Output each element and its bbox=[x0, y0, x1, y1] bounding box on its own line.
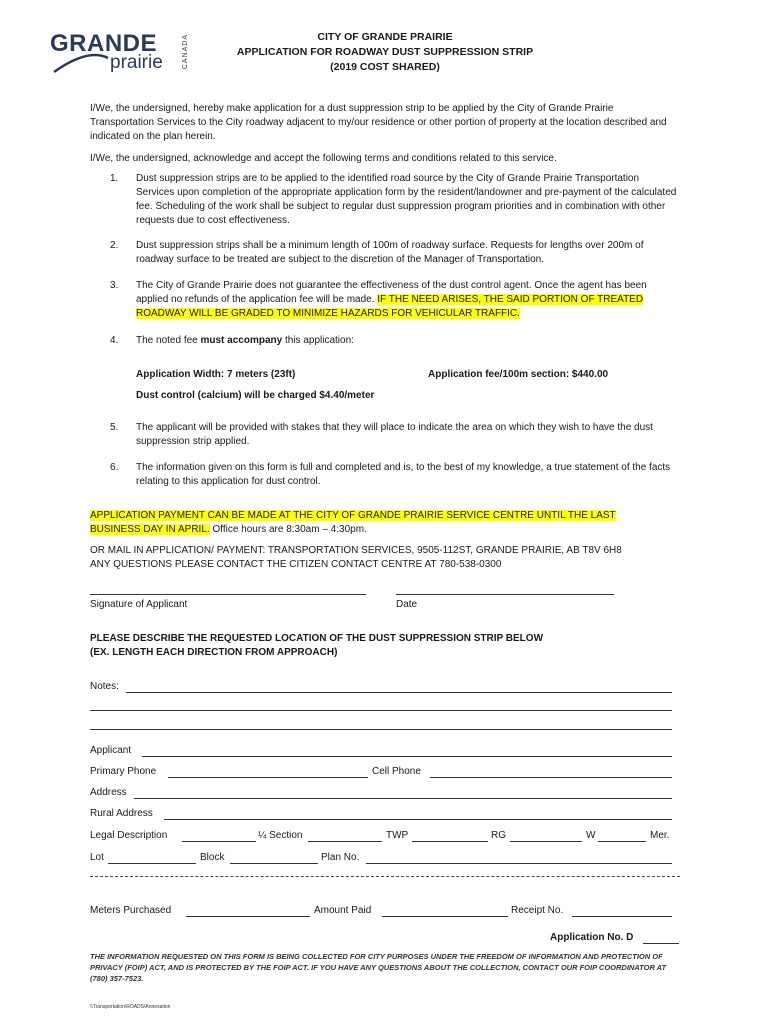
cell-phone-label: Cell Phone bbox=[372, 766, 421, 777]
term-text-a: The noted fee bbox=[136, 335, 201, 346]
separator-dashed bbox=[90, 876, 680, 877]
header-line-2: APPLICATION FOR ROADWAY DUST SUPPRESSION STRIP bbox=[236, 46, 534, 58]
term-number: 5. bbox=[110, 422, 119, 433]
term-number: 4. bbox=[110, 335, 119, 346]
term-text: Dust suppression strips are to be applied to the identified road source by the City of Grande Prairie Transportation Services upon completion of the appropriate application form by the resident/landowner and pre-payment of the calculated fee. Scheduling of the work shall be subject to regular dust suppression program priorities and in combination with other requests due to cost effectiveness. bbox=[136, 173, 677, 226]
term-text-c: this application: bbox=[282, 335, 354, 346]
signature-line[interactable] bbox=[90, 594, 366, 595]
intro-paragraph: I/We, the undersigned, hereby make application for a dust suppression strip to be applied by the City of Grande Prairie Transportation Services to the City roadway adjacent to my/our residence or other portion of property at the location described and indicated on the plan herein. bbox=[90, 103, 667, 142]
legal-description-label: Legal Description bbox=[90, 830, 168, 841]
logo-country: CANADA bbox=[182, 34, 189, 70]
rural-address-field[interactable] bbox=[164, 819, 672, 820]
term-number: 1. bbox=[110, 173, 119, 184]
twp-field[interactable] bbox=[412, 841, 488, 842]
notes-line-1[interactable] bbox=[126, 692, 672, 693]
term-number: 6. bbox=[110, 462, 119, 473]
mail-address: OR MAIL IN APPLICATION/ PAYMENT: TRANSPORTATION SERVICES, 9505-112ST, GRANDE PRAIRIE, AB T8V 6H8 bbox=[90, 545, 622, 556]
application-no-label: Application No. D bbox=[550, 932, 634, 943]
legal-description-field[interactable] bbox=[182, 841, 256, 842]
lot-label: Lot bbox=[90, 852, 104, 863]
plan-no-label: Plan No. bbox=[321, 852, 360, 863]
quarter-section-label: ¼ Section bbox=[258, 830, 303, 841]
notes-label: Notes: bbox=[90, 681, 119, 692]
notes-line-3[interactable] bbox=[90, 729, 672, 730]
location-heading-1: PLEASE DESCRIBE THE REQUESTED LOCATION OF THE DUST SUPPRESSION STRIP BELOW bbox=[90, 633, 544, 644]
lot-field[interactable] bbox=[108, 863, 196, 864]
primary-phone-field[interactable] bbox=[168, 777, 368, 778]
quarter-section-field[interactable] bbox=[308, 841, 382, 842]
payment-notice bbox=[90, 509, 650, 537]
application-width: Application Width: 7 meters (23ft) bbox=[136, 369, 296, 380]
rural-address-label: Rural Address bbox=[90, 808, 153, 819]
payment-highlight: APPLICATION PAYMENT CAN BE MADE AT THE CITY OF GRANDE PRAIRIE SERVICE CENTRE UNTIL THE LAST BUSINESS DAY IN APRIL. bbox=[90, 510, 616, 535]
calcium-charge: Dust control (calcium) will be charged $4.40/meter bbox=[136, 390, 375, 401]
term-text bbox=[136, 279, 680, 321]
applicant-label: Applicant bbox=[90, 745, 132, 756]
form-header bbox=[200, 30, 570, 75]
logo-name: GRANDE bbox=[50, 30, 158, 57]
amount-paid-label: Amount Paid bbox=[314, 905, 372, 916]
w-field[interactable] bbox=[598, 841, 646, 842]
rg-label: RG bbox=[491, 830, 506, 841]
term-text-bold: must accompany bbox=[200, 335, 283, 346]
logo-sub: prairie bbox=[110, 52, 163, 73]
address-label: Address bbox=[90, 787, 127, 798]
receipt-no-label: Receipt No. bbox=[511, 905, 564, 916]
address-field[interactable] bbox=[134, 798, 672, 799]
mer-label: Mer. bbox=[650, 830, 670, 841]
meters-purchased-label: Meters Purchased bbox=[90, 905, 172, 916]
term-number: 3. bbox=[110, 280, 119, 291]
twp-label: TWP bbox=[386, 830, 409, 841]
term-text-plain: The City of Grande Prairie does not guarantee the effectiveness of the dust control agent. Once the agent has been applied no refunds of the application fee will be made. bbox=[136, 280, 647, 305]
notes-line-2[interactable] bbox=[90, 710, 672, 711]
file-path: \\Transportation\ROADS\Annexation bbox=[90, 1004, 171, 1010]
terms-intro: I/We, the undersigned, acknowledge and accept the following terms and conditions related to this service. bbox=[90, 153, 557, 164]
contact-info: ANY QUESTIONS PLEASE CONTACT THE CITIZEN CONTACT CENTRE AT 780-538-0300 bbox=[90, 559, 502, 570]
receipt-no-field[interactable] bbox=[572, 916, 672, 917]
w-label: W bbox=[586, 830, 596, 841]
amount-paid-field[interactable] bbox=[382, 916, 508, 917]
term-text: Dust suppression strips shall be a minimum length of 100m of roadway surface. Requests for lengths over 200m of roadway surface to be treated are subject to the discretion of the Manager of Transportation. bbox=[136, 240, 644, 265]
application-no-field[interactable] bbox=[643, 943, 679, 944]
city-logo bbox=[48, 28, 198, 76]
block-label: Block bbox=[200, 852, 225, 863]
foip-notice: THE INFORMATION REQUESTED ON THIS FORM IS BEING COLLECTED FOR CITY PURPOSES UNDER THE FREEDOM OF INFORMATION AND PROTECTION OF PRIVACY (FOIP) ACT, AND IS PROTECTED BY THE FOIP ACT. IF YOU HAVE ANY QUESTIONS ABOUT THE COLLECTION, CONTACT OUR FOIP COORDINATOR AT (780) 357-7523. bbox=[90, 952, 667, 983]
header-line-1: CITY OF GRANDE PRAIRIE bbox=[317, 31, 453, 43]
header-line-3: (2019 COST SHARED) bbox=[330, 61, 440, 73]
location-heading-2: (EX. LENGTH EACH DIRECTION FROM APPROACH) bbox=[90, 647, 338, 658]
office-hours: Office hours are 8:30am – 4:30pm. bbox=[209, 524, 367, 535]
term-number: 2. bbox=[110, 240, 119, 251]
applicant-field[interactable] bbox=[142, 756, 672, 757]
date-line[interactable] bbox=[396, 594, 614, 595]
primary-phone-label: Primary Phone bbox=[90, 766, 157, 777]
term-text: The information given on this form is full and completed and is, to the best of my knowledge, a true statement of the facts relating to this application for dust control. bbox=[136, 462, 671, 487]
meters-purchased-field[interactable] bbox=[186, 916, 310, 917]
plan-no-field[interactable] bbox=[366, 863, 672, 864]
rg-field[interactable] bbox=[510, 841, 582, 842]
application-fee: Application fee/100m section: $440.00 bbox=[428, 369, 609, 380]
signature-label: Signature of Applicant bbox=[90, 599, 188, 610]
term-text: The applicant will be provided with stakes that they will place to indicate the area on which they wish to have the dust suppression strip applied. bbox=[136, 422, 653, 447]
date-label: Date bbox=[396, 599, 418, 610]
cell-phone-field[interactable] bbox=[430, 777, 672, 778]
term-text bbox=[136, 334, 680, 348]
term-text-highlight: IF THE NEED ARISES, THE SAID PORTION OF TREATED ROADWAY WILL BE GRADED TO MINIMIZE HAZARDS FOR VEHICULAR TRAFFIC. bbox=[136, 294, 644, 319]
block-field[interactable] bbox=[230, 863, 318, 864]
